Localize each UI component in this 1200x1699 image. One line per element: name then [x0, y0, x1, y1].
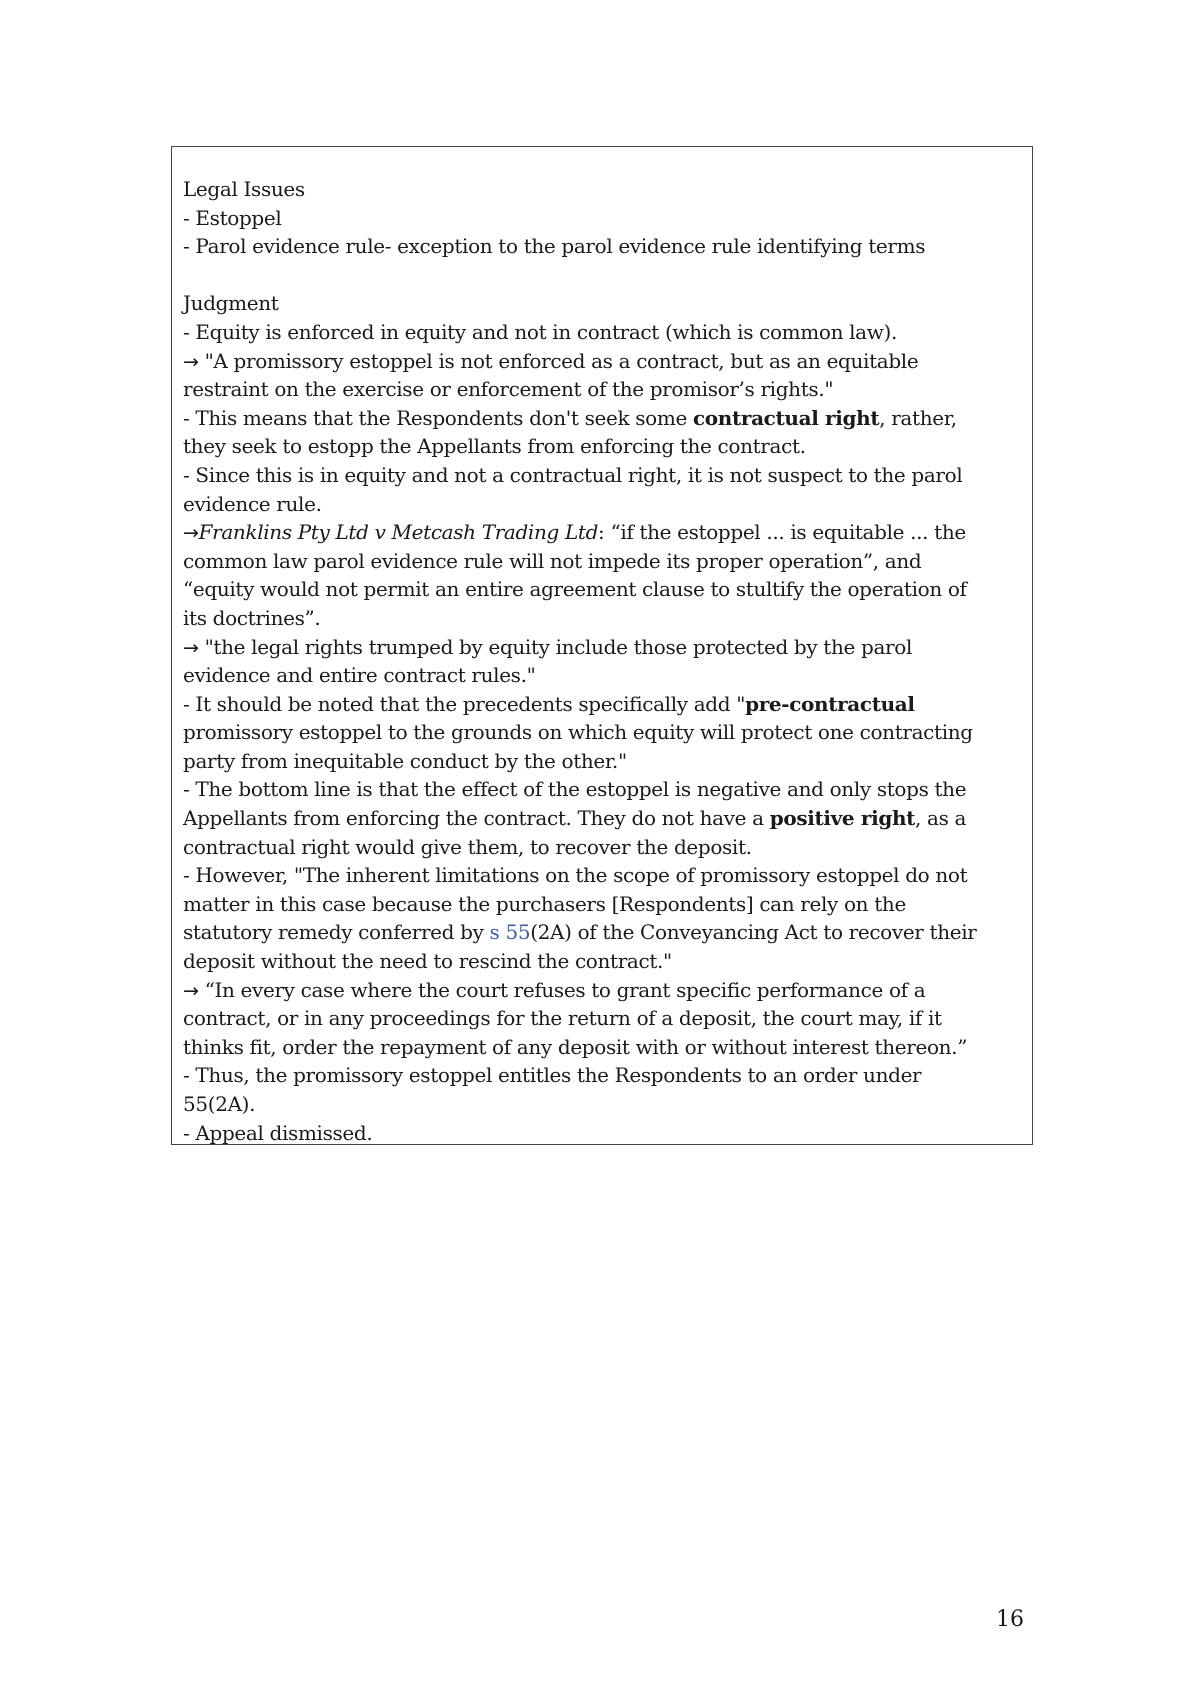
- text-run: Appellants from enforcing the contract. They do not have a: [183, 806, 770, 831]
- judgment-line: “equity would not permit an entire agreement clause to stultify the operation of: [183, 577, 967, 602]
- judgment-line: matter in this case because the purchasers [Respondents] can rely on the: [183, 891, 906, 916]
- judgment-line: [183, 918, 1022, 947]
- judgment-line: [183, 518, 1022, 547]
- legal-issues-heading: Legal Issues: [183, 177, 305, 201]
- case-notes-box: [171, 146, 1033, 1145]
- judgment-line: party from inequitable conduct by the other.": [183, 748, 627, 773]
- text-run: , rather,: [879, 405, 957, 430]
- judgment-line: restraint on the exercise or enforcement of the promisor’s rights.": [183, 377, 834, 402]
- judgment-line: they seek to estopp the Appellants from enforcing the contract.: [183, 434, 806, 459]
- judgment-line: 55(2A).: [183, 1092, 256, 1116]
- judgment-line: - Thus, the promissory estoppel entitles the Respondents to an order under: [183, 1063, 922, 1088]
- judgment-line: [183, 404, 1022, 433]
- judgment-line: - The bottom line is that the effect of the estoppel is negative and only stops the: [183, 777, 967, 802]
- quote-text: "A promissory estoppel is not enforced as a contract, but as an equitable: [198, 348, 919, 373]
- spacer: [183, 261, 1022, 290]
- judgment-line: contract, or in any proceedings for the return of a deposit, the court may, if it: [183, 1006, 942, 1031]
- judgment-line: promissory estoppel to the grounds on which equity will protect one contracting: [183, 720, 973, 745]
- arrow-icon: →: [183, 522, 199, 545]
- judgment-line: [183, 347, 1022, 376]
- judgment-line: common law parol evidence rule will not impede its proper operation”, and: [183, 548, 922, 573]
- judgment-line: - Appeal dismissed.: [183, 1120, 373, 1145]
- judgment-line: - Equity is enforced in equity and not in contract (which is common law).: [183, 319, 897, 344]
- text-run: (2A) of the Conveyancing Act to recover their: [530, 920, 977, 945]
- arrow-icon: →: [183, 979, 199, 1002]
- text-run: statutory remedy conferred by: [183, 920, 490, 945]
- page-number: 16: [996, 1607, 1024, 1632]
- bold-term: pre-contractual: [745, 691, 915, 716]
- bold-term: positive right: [769, 806, 916, 831]
- judgment-line: its doctrines”.: [183, 605, 321, 630]
- text-run: - This means that the Respondents don't seek some: [183, 405, 693, 430]
- judgment-line: [183, 804, 1022, 833]
- section-55-link[interactable]: s 55: [489, 920, 531, 945]
- judgment-line: - However, "The inherent limitations on the scope of promissory estoppel do not: [183, 863, 968, 888]
- quote-text: “In every case where the court refuses to grant specific performance of a: [198, 977, 926, 1002]
- arrow-icon: →: [183, 350, 199, 373]
- case-citation: Franklins Pty Ltd v Metcash Trading Ltd: [198, 520, 599, 545]
- judgment-line: contractual right would give them, to recover the deposit.: [183, 834, 752, 859]
- text-run: - It should be noted that the precedents specifically add ": [183, 691, 746, 716]
- judgment-line: evidence and entire contract rules.": [183, 663, 536, 688]
- legal-issue-item: - Parol evidence rule- exception to the parol evidence rule identifying terms: [183, 234, 926, 259]
- judgment-line: deposit without the need to rescind the contract.": [183, 949, 672, 974]
- judgment-heading: Judgment: [183, 291, 279, 316]
- arrow-icon: →: [183, 636, 199, 659]
- quote-text: "the legal rights trumped by equity include those protected by the parol: [198, 634, 912, 659]
- judgment-line: - Since this is in equity and not a contractual right, it is not suspect to the parol: [183, 462, 963, 487]
- judgment-line: thinks fit, order the repayment of any deposit with or without interest thereon.”: [183, 1034, 968, 1059]
- legal-issue-item: - Estoppel: [183, 205, 282, 230]
- text-run: , as a: [915, 806, 967, 831]
- text-run: : “if the estoppel ... is equitable ... the: [598, 520, 966, 545]
- judgment-line: evidence rule.: [183, 491, 322, 516]
- judgment-line: [183, 633, 1022, 662]
- bold-term: contractual right: [692, 405, 880, 430]
- judgment-line: [183, 976, 1022, 1005]
- judgment-line: [183, 690, 1022, 719]
